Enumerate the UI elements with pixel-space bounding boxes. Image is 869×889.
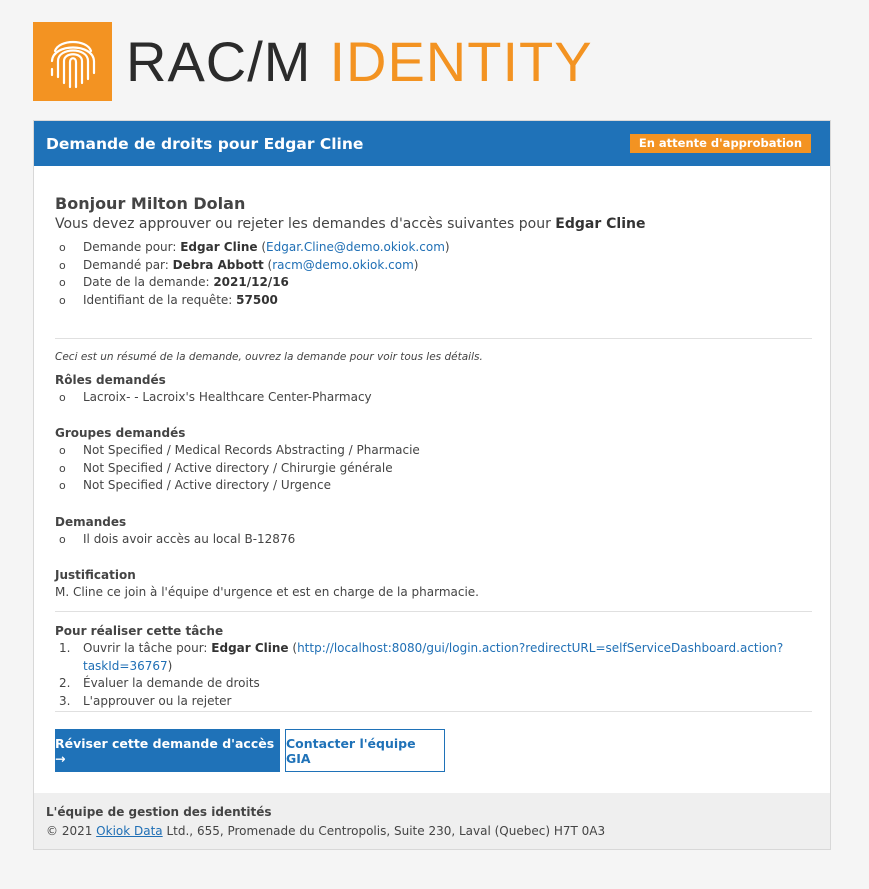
meta-requested-for: o Demande pour: Edgar Cline (Edgar.Cline@demo.okiok.com)	[55, 239, 815, 257]
request-card	[33, 120, 831, 850]
meta-id-label: Identifiant de la requête:	[83, 292, 237, 307]
roles-heading: Rôles demandés	[55, 373, 166, 387]
requests-list	[55, 531, 815, 549]
task-steps	[55, 640, 815, 710]
greeting-intro	[55, 216, 645, 232]
greeting-intro-name: Edgar Cline	[555, 216, 646, 232]
list-item: o Not Specified / Active directory / Chirurgie générale	[55, 460, 815, 478]
footer-copy-prefix: © 2021	[46, 824, 97, 838]
task-step-3-text: L'approuver ou la rejeter	[83, 693, 232, 708]
brand-wordmark	[126, 29, 593, 93]
task-step-2-text: Évaluer la demande de droits	[83, 676, 260, 690]
meta-date	[55, 274, 815, 292]
groups-section	[55, 425, 815, 495]
list-item: o Not Specified / Active directory / Urgence	[55, 477, 815, 495]
greeting-hello: Bonjour Milton Dolan	[55, 194, 246, 213]
requests-section	[55, 514, 815, 549]
requested-by-email-link[interactable]: racm@demo.okiok.com	[272, 257, 414, 272]
task-step-2	[55, 675, 815, 693]
list-item: o Lacroix- - Lacroix's Healthcare Center-Pharmacy	[55, 389, 815, 407]
step-number: 3.	[59, 693, 71, 708]
divider	[55, 338, 812, 339]
meta-date-value: 2021/12/16	[213, 275, 289, 289]
card-header	[34, 121, 830, 166]
task-link[interactable]: http://localhost:8080/gui/login.action?redirectURL=selfServiceDashboard.action?taskId=36767	[83, 641, 784, 673]
meta-requested-by-name: Debra Abbott	[172, 257, 264, 272]
meta-id-value: 57500	[236, 292, 278, 307]
groups-heading: Groupes demandés	[55, 426, 186, 440]
groups-list	[55, 442, 815, 495]
contact-team-button[interactable]: Contacter l'équipe GIA	[285, 729, 445, 772]
review-request-button[interactable]: Réviser cette demande d'accès →	[55, 729, 280, 772]
divider	[55, 611, 812, 612]
company-link[interactable]: Okiok Data	[96, 824, 163, 838]
card-footer	[34, 793, 830, 849]
footer-team: L'équipe de gestion des identités	[46, 805, 272, 819]
task-step-3	[55, 693, 815, 711]
meta-requested-for-label: Demande pour:	[83, 240, 181, 254]
task-step-1-label: Ouvrir la tâche pour:	[83, 641, 212, 655]
list-item: o Not Specified / Medical Records Abstracting / Pharmacie	[55, 442, 815, 460]
justification-section	[55, 567, 815, 602]
fingerprint-icon	[33, 22, 112, 101]
meta-date-label: Date de la demande:	[83, 275, 214, 289]
task-step-1-name: Edgar Cline	[211, 641, 289, 655]
task-step-1: 1. Ouvrir la tâche pour: Edgar Cline (http://localhost:8080/gui/login.action?redirectURL=selfServiceDashboard.action?taskId=36767)	[59, 641, 784, 673]
justification-heading: Justification	[55, 568, 136, 582]
justification-text: M. Cline ce join à l'équipe d'urgence et est en charge de la pharmacie.	[55, 585, 479, 599]
meta-requested-by: o Demandé par: Debra Abbott (racm@demo.okiok.com)	[55, 257, 815, 275]
list-item: o Il dois avoir accès au local B-12876	[55, 531, 815, 549]
task-section	[55, 623, 815, 710]
requests-heading: Demandes	[55, 515, 127, 529]
greeting-intro-text: Vous devez approuver ou rejeter les demandes d'accès suivantes pour	[55, 216, 556, 232]
divider	[55, 711, 812, 712]
requested-for-email-link[interactable]: Edgar.Cline@demo.okiok.com	[266, 240, 445, 254]
request-meta-list	[55, 239, 815, 309]
page-title: Demande de droits pour Edgar Cline	[46, 134, 364, 153]
task-heading: Pour réaliser cette tâche	[55, 624, 224, 638]
footer-copy-suffix: Ltd., 655, Promenade du Centropolis, Suite 230, Laval (Quebec) H7T 0A3	[162, 824, 606, 838]
summary-note: Ceci est un résumé de la demande, ouvrez la demande pour voir tous les détails.	[55, 351, 483, 363]
meta-requested-for-name: Edgar Cline	[180, 240, 258, 254]
brand-logo	[33, 22, 593, 101]
step-number: 1.	[59, 641, 71, 655]
step-number: 2.	[59, 676, 71, 690]
meta-requested-by-label: Demandé par:	[83, 257, 173, 272]
status-badge: En attente d'approbation	[630, 134, 811, 153]
greeting	[55, 194, 645, 232]
roles-list	[55, 389, 815, 407]
footer-copyright	[46, 824, 605, 838]
brand-name: RAC/M	[126, 29, 312, 93]
meta-id	[55, 292, 815, 310]
roles-section	[55, 372, 815, 407]
brand-suffix: IDENTITY	[329, 29, 593, 93]
